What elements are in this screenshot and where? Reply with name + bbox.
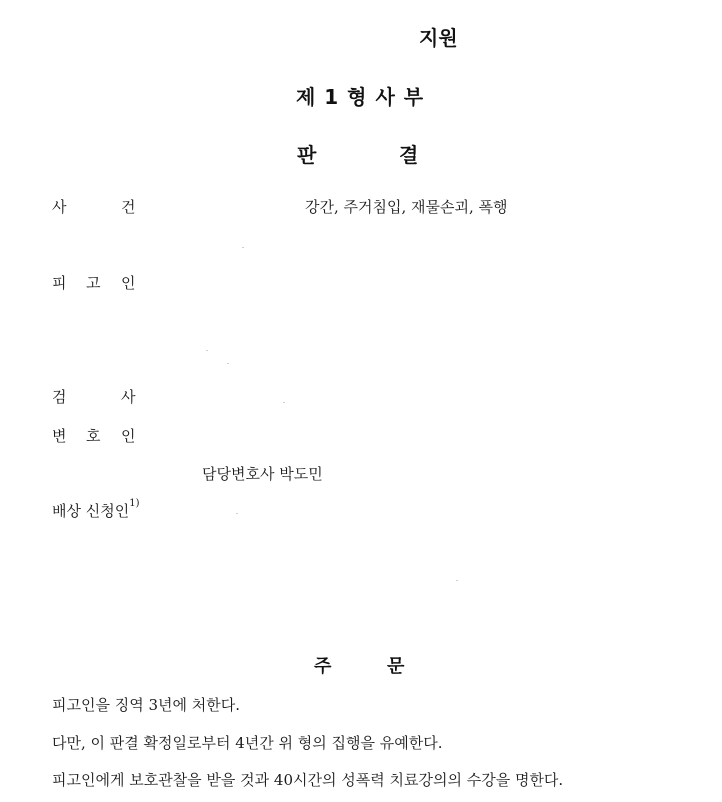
order-heading-char: 주 bbox=[314, 656, 332, 677]
defense-label bbox=[0, 425, 200, 445]
scan-speck bbox=[206, 350, 208, 351]
order-heading-char: 문 bbox=[387, 656, 405, 677]
defendant-label-char: 고 bbox=[86, 274, 101, 292]
scan-speck bbox=[242, 247, 244, 248]
order-line: 다만, 이 판결 확정일로부터 4년간 위 형의 집행을 유예한다. bbox=[52, 734, 443, 752]
document-type-char: 결 bbox=[399, 143, 419, 167]
case-value: 강간, 주거침입, 재물손괴, 폭행 bbox=[305, 198, 508, 216]
scan-speck bbox=[283, 402, 285, 403]
scan-speck bbox=[227, 363, 229, 364]
prosecutor-label-char: 검 bbox=[52, 388, 67, 406]
scan-speck bbox=[236, 513, 238, 514]
defense-label-char: 변 bbox=[52, 427, 67, 445]
defense-label-char: 인 bbox=[121, 427, 136, 445]
order-line: 피고인에게 보호관찰을 받을 것과 40시간의 성폭력 치료강의의 수강을 명한다. bbox=[52, 771, 564, 789]
defendant-label-char: 피 bbox=[52, 274, 67, 292]
document-type-title bbox=[0, 139, 722, 165]
prosecutor-label bbox=[0, 386, 200, 406]
scan-speck bbox=[456, 580, 458, 581]
case-label-char: 건 bbox=[121, 198, 136, 216]
case-label-char: 사 bbox=[52, 198, 67, 216]
document-type-char: 판 bbox=[297, 143, 317, 167]
compensation-applicant-text: 배상 신청인 bbox=[52, 502, 130, 520]
compensation-applicant-label bbox=[52, 500, 139, 521]
court-branch: 지원 bbox=[419, 26, 458, 50]
defendant-label bbox=[0, 272, 200, 292]
division-title: 제 1 형 사 부 bbox=[296, 85, 424, 109]
defense-label-char: 호 bbox=[86, 427, 101, 445]
defense-counsel: 담당변호사 박도민 bbox=[202, 465, 323, 483]
order-heading bbox=[0, 652, 722, 676]
case-label bbox=[0, 196, 200, 216]
defendant-label-char: 인 bbox=[121, 274, 136, 292]
footnote-marker: 1) bbox=[129, 498, 140, 509]
order-line: 피고인을 징역 3년에 처한다. bbox=[52, 696, 241, 714]
prosecutor-label-char: 사 bbox=[121, 388, 136, 406]
